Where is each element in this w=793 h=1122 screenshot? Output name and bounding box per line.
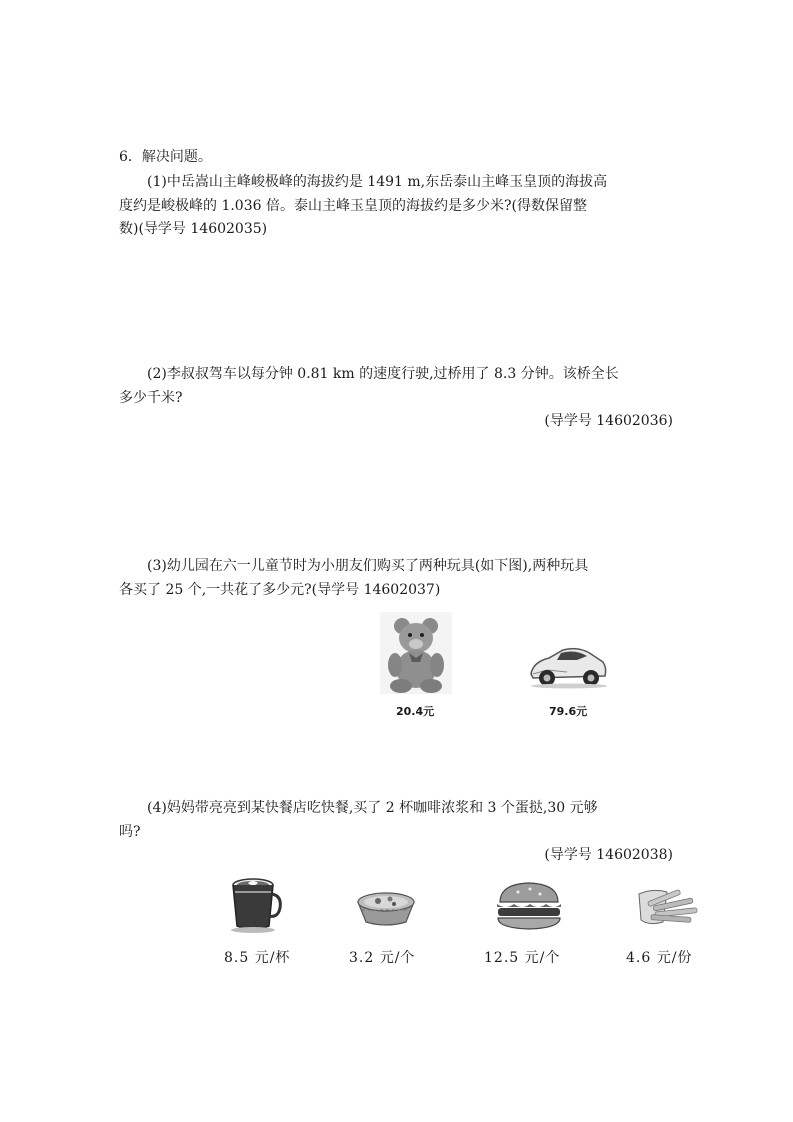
q2-ref: (导学号 14602036) — [544, 413, 673, 429]
q1-line-1: (1)中岳嵩山主峰峻极峰的海拔约是 1491 m,东岳泰山主峰玉皇顶的海拔高 — [147, 174, 608, 190]
q4-line-1: (4)妈妈带亮亮到某快餐店吃快餐,买了 2 杯咖啡浓浆和 3 个蛋挞,30 元够 — [147, 800, 598, 816]
teddy-bear-icon — [380, 612, 452, 694]
toy-car-price: 79.6元 — [549, 705, 588, 718]
heading: 6．解决问题。 — [119, 149, 212, 165]
q1-line-2: 度约是峻极峰的 1.036 倍。泰山主峰玉皇顶的海拔约是多少米?(得数保留整 — [119, 198, 587, 214]
q4-line-2: 吗? — [119, 824, 141, 840]
hamburger-icon — [494, 880, 564, 932]
q2-line-2: 多少千米? — [119, 390, 183, 406]
coffee-cup-icon — [226, 876, 284, 934]
q3-line-1: (3)幼儿园在六一儿童节时为小朋友们购买了两种玩具(如下图),两种玩具 — [147, 558, 589, 574]
hamburger-price: 12.5 元/个 — [484, 950, 561, 966]
teddy-bear-price: 20.4元 — [396, 705, 435, 718]
coffee-price: 8.5 元/杯 — [224, 950, 291, 966]
q4-ref: (导学号 14602038) — [544, 847, 673, 863]
egg-tart-icon — [356, 888, 416, 928]
toy-car-icon — [527, 636, 609, 691]
q2-line-1: (2)李叔叔驾车以每分钟 0.81 km 的速度行驶,过桥用了 8.3 分钟。该桥全长 — [147, 366, 619, 382]
q1-line-3: 数)(导学号 14602035) — [119, 221, 268, 237]
q3-line-2: 各买了 25 个,一共花了多少元?(导学号 14602037) — [119, 582, 441, 598]
egg-tart-price: 3.2 元/个 — [349, 950, 416, 966]
french-fries-price: 4.6 元/份 — [626, 950, 693, 966]
french-fries-icon — [633, 882, 703, 928]
